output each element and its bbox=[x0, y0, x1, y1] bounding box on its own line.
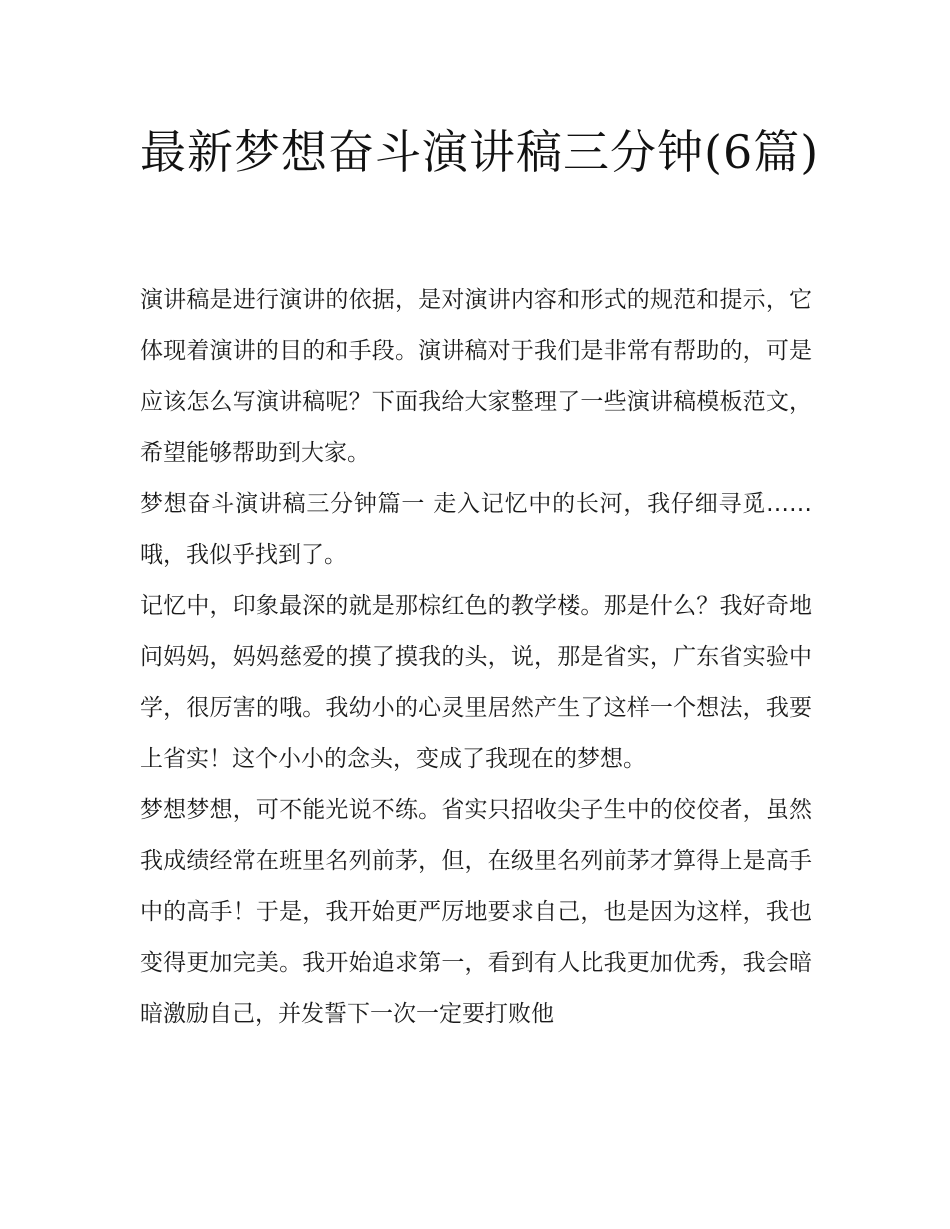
paragraph-striving: 梦想梦想，可不能光说不练。省实只招收尖子生中的佼佼者，虽然我成绩经常在班里名列前茅，但，在级里名列前茅才算得上是高手中的高手！于是，我开始更严厉地要求自己，也是因为这样，我也变得更加完美。我开始追求第一，看到有人比我更加优秀，我会暗暗激励自己，并发誓下一次一定要打败他 bbox=[140, 797, 812, 1027]
paragraph-intro: 演讲稿是进行演讲的依据，是对演讲内容和形式的规范和提示，它体现着演讲的目的和手段。演讲稿对于我们是非常有帮助的，可是应该怎么写演讲稿呢？下面我给大家整理了一些演讲稿模板范文，希望能够帮助到大家。 bbox=[140, 287, 812, 466]
paragraph-memory-river: 梦想奋斗演讲稿三分钟篇一 走入记忆中的长河，我仔细寻觅……哦，我似乎找到了。 bbox=[140, 491, 812, 568]
document-body bbox=[140, 275, 812, 1040]
paragraph-school-dream: 记忆中，印象最深的就是那棕红色的教学楼。那是什么？我好奇地问妈妈，妈妈慈爱的摸了摸我的头，说，那是省实，广东省实验中学，很厉害的哦。我幼小的心灵里居然产生了这样一个想法，我要上省实！这个小小的念头，变成了我现在的梦想。 bbox=[140, 593, 812, 772]
document-title: 最新梦想奋斗演讲稿三分钟(6篇) bbox=[140, 125, 820, 179]
